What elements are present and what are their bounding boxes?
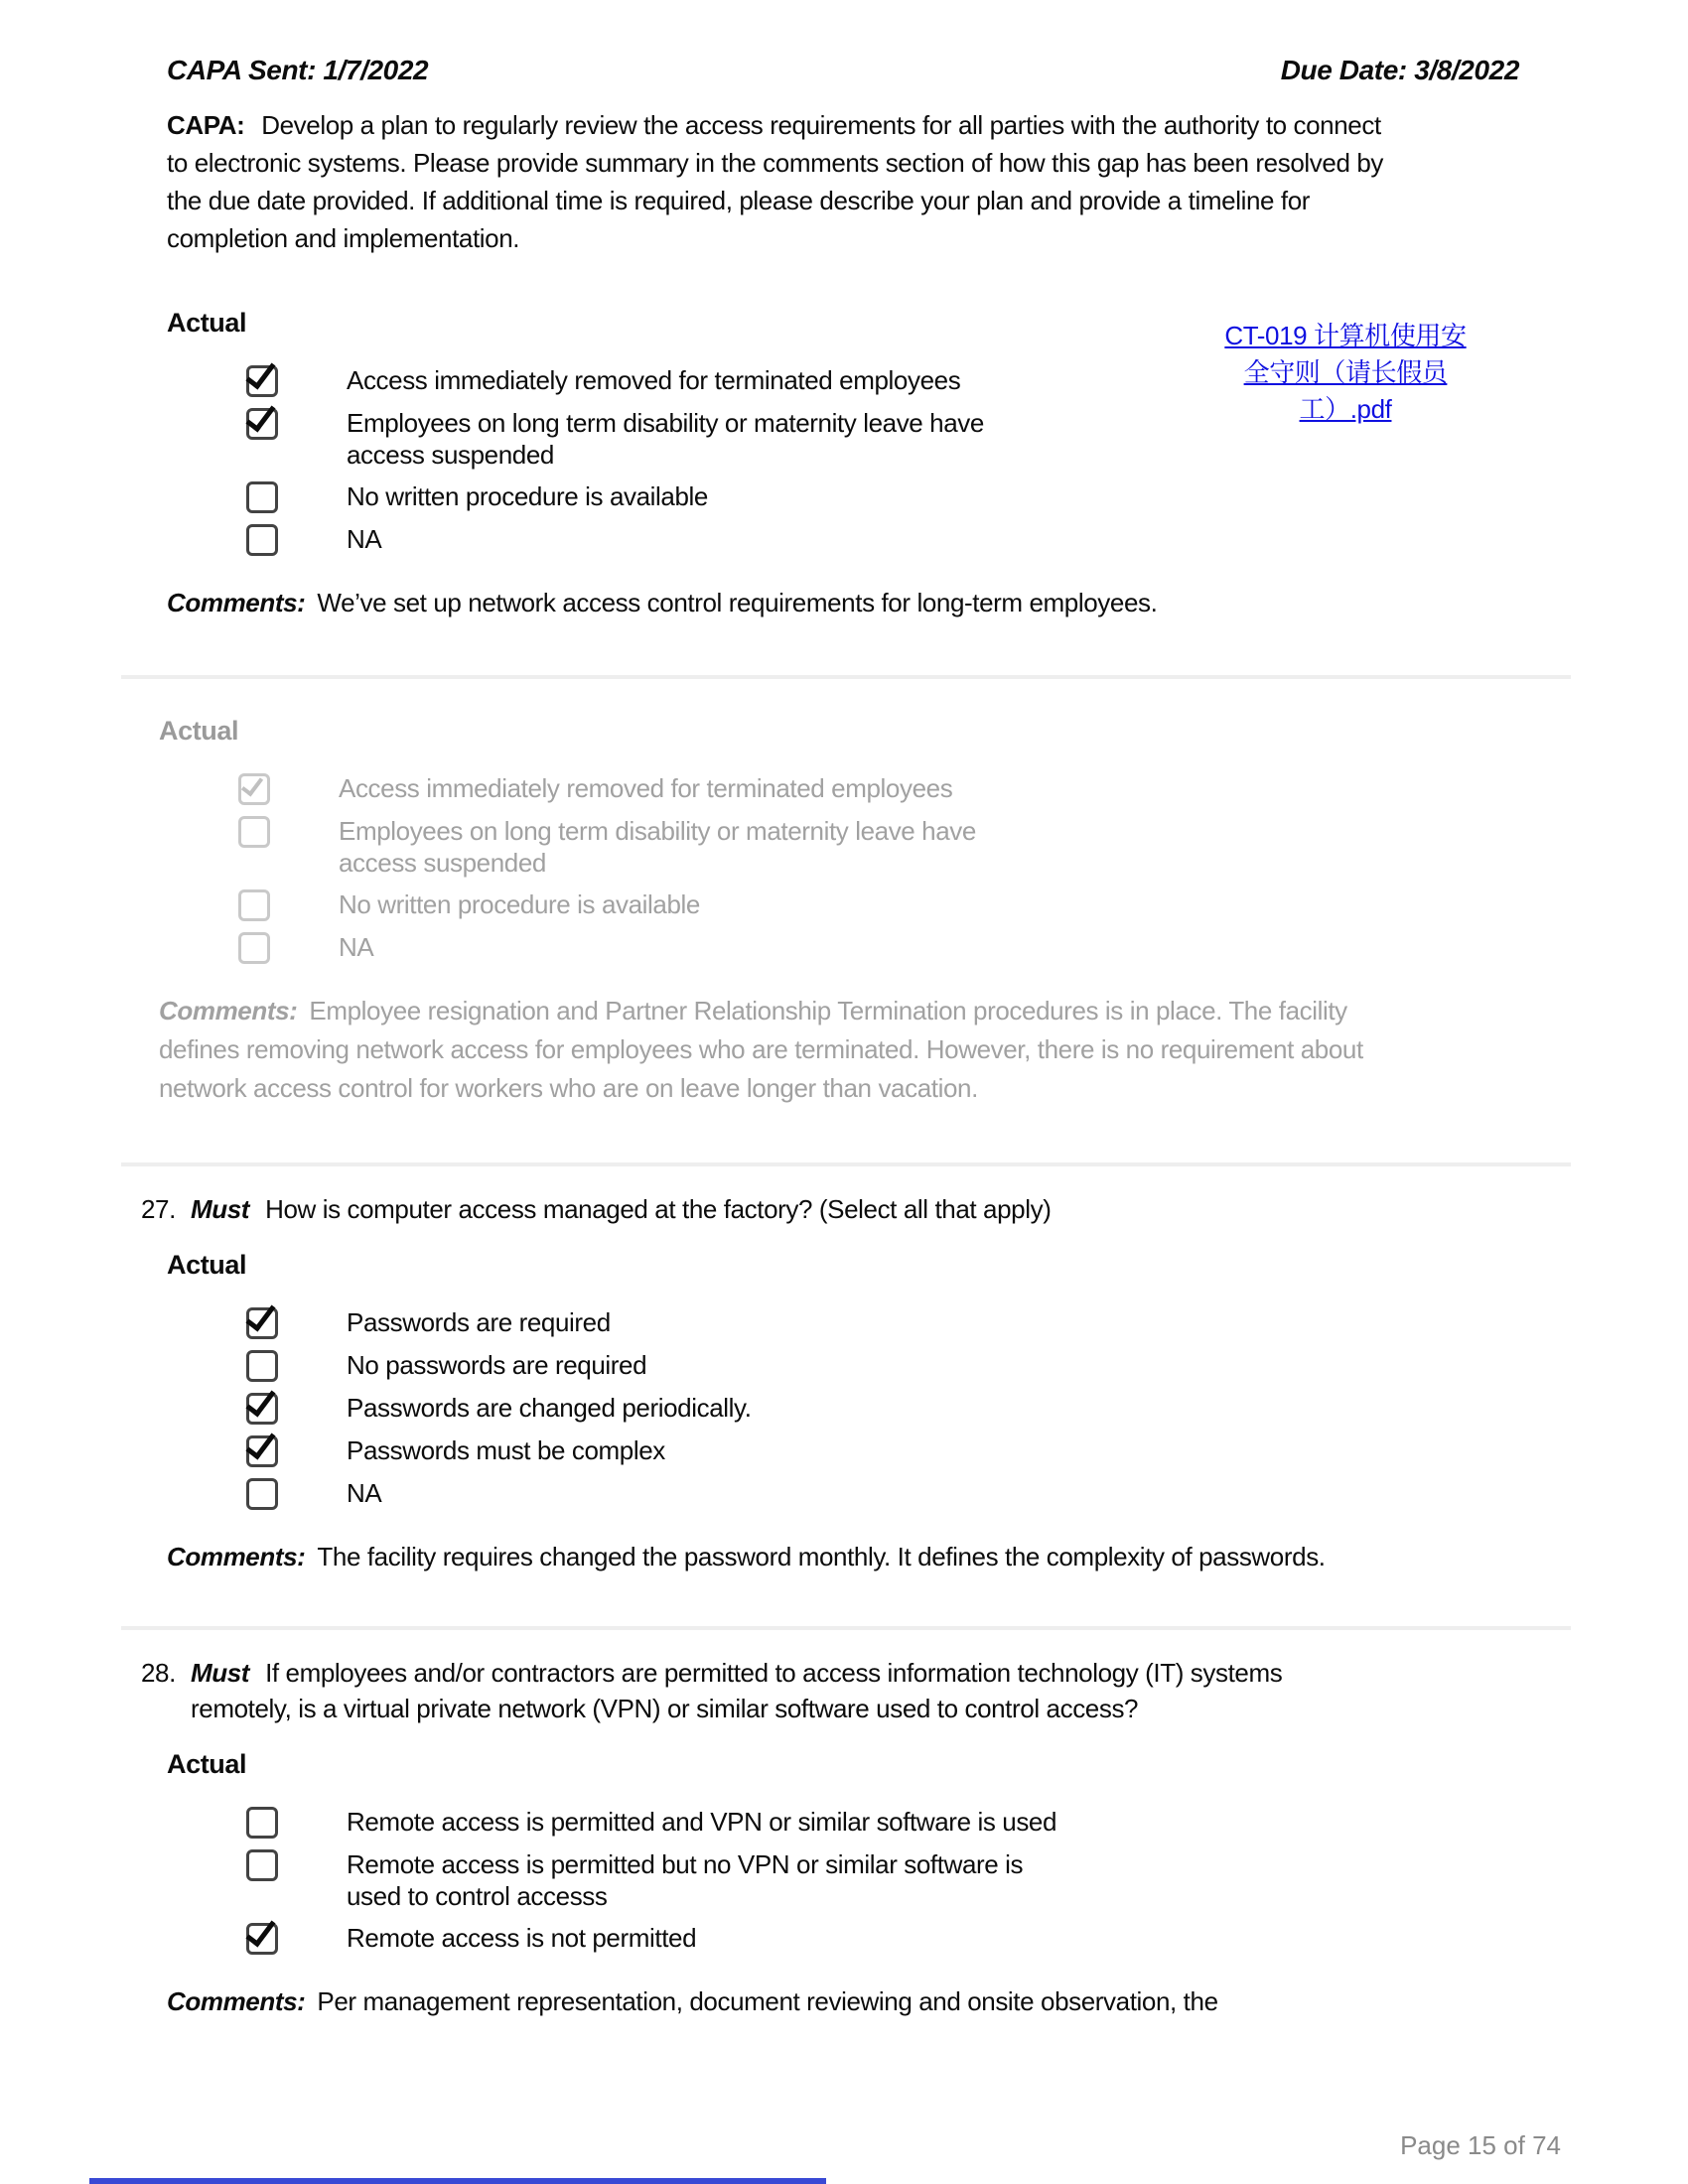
checkbox[interactable] [246, 524, 278, 556]
capa-label: CAPA: [167, 110, 245, 140]
checkbox-group [167, 1806, 1519, 1955]
checkbox-option[interactable] [246, 1392, 1519, 1425]
checkbox-option[interactable] [246, 1306, 1519, 1339]
comments-block [167, 584, 1428, 622]
actual-heading: Actual [167, 1749, 247, 1779]
section-divider [121, 1626, 1571, 1630]
header-row [167, 55, 1519, 86]
question-text: How is computer access managed at the factory? (Select all that apply) [265, 1194, 1052, 1224]
checkbox-label: Passwords are required [347, 1307, 611, 1337]
question-text: If employees and/or contractors are permitted to access information technology (IT) systems remotely, is a virtual private network (VPN) or similar software used to control access? [191, 1658, 1283, 1723]
checkbox-label: Remote access is permitted but no VPN or similar software is used to control accesss [347, 1849, 1024, 1911]
checkbox[interactable] [246, 481, 278, 513]
checkbox-label: Access immediately removed for terminated employees [347, 365, 961, 395]
comments-text: Per management representation, document reviewing and onsite observation, the [317, 1986, 1218, 2016]
comments-label: Comments: [167, 1542, 306, 1571]
checkbox-label: NA [347, 524, 382, 554]
checkbox[interactable] [246, 1350, 278, 1382]
capa-description-text: Develop a plan to regularly review the access requirements for all parties with the authority to connect to electronic systems. Please provide summary in the comments section of how this gap has been resolved by the due date provided. If additional time is required, please describe your plan and provide a timeline for completion and implementation. [167, 110, 1383, 253]
checkbox[interactable] [246, 1478, 278, 1510]
checkbox-label: Passwords must be complex [347, 1435, 665, 1465]
comments-text: Employee resignation and Partner Relationship Termination procedures is in place. The facility defines removing network access for employees who are terminated. However, there is no requirement about network access control for workers who are on leave longer than vacation. [159, 996, 1363, 1103]
attachment-link[interactable]: CT-019 计算机使用安全守则（请长假员工）.pdf [1224, 321, 1467, 424]
question-text-block [191, 1191, 1051, 1227]
question-27-section [141, 1191, 1519, 1576]
checkbox-label: Employees on long term disability or maternity leave have access suspended [347, 408, 984, 470]
section-divider [121, 1162, 1571, 1166]
checkbox[interactable] [246, 1435, 278, 1467]
checkbox[interactable] [246, 1307, 278, 1339]
checkbox-option[interactable] [246, 1349, 1519, 1382]
comments-block [167, 1982, 1428, 2021]
comments-label: Comments: [159, 996, 298, 1025]
actual-heading: Actual [167, 1250, 247, 1280]
checkbox-option[interactable] [246, 480, 1519, 513]
checkbox[interactable] [246, 1923, 278, 1955]
comments-block [159, 992, 1420, 1108]
page-number: Page 15 of 74 [1400, 2130, 1561, 2160]
comments-label: Comments: [167, 1986, 306, 2016]
actual-heading: Actual [159, 716, 239, 746]
comments-block [167, 1538, 1428, 1576]
checkbox[interactable] [246, 408, 278, 440]
checkbox-option [238, 815, 1519, 879]
checkbox-label: Remote access is not permitted [347, 1923, 697, 1953]
checkbox-option [238, 931, 1519, 964]
checkbox-option [238, 772, 1519, 805]
checkbox-label: No written procedure is available [339, 889, 700, 919]
question-line [141, 1655, 1519, 1726]
due-date: Due Date: 3/8/2022 [1280, 55, 1519, 85]
checkbox-option[interactable] [246, 1806, 1519, 1839]
actual-heading: Actual [167, 308, 247, 338]
checkbox [238, 889, 270, 921]
checkbox[interactable] [246, 1807, 278, 1839]
checkbox-label: Remote access is permitted and VPN or similar software is used [347, 1807, 1057, 1837]
checkbox-option[interactable] [246, 1477, 1519, 1510]
comments-text: The facility requires changed the password monthly. It defines the complexity of passwords. [317, 1542, 1326, 1571]
checkbox-label: Access immediately removed for terminated employees [339, 773, 953, 803]
comments-label: Comments: [167, 588, 306, 617]
checkbox [238, 932, 270, 964]
checkbox-group [159, 772, 1519, 964]
must-label: Must [191, 1658, 250, 1688]
must-label: Must [191, 1194, 250, 1224]
question-number: 28. [141, 1658, 176, 1688]
checkbox [238, 773, 270, 805]
bottom-accent-bar [89, 2178, 826, 2184]
checkbox-label: No written procedure is available [347, 481, 708, 511]
checkbox-option[interactable] [246, 1434, 1519, 1467]
checkbox-label: NA [347, 1478, 382, 1508]
checkbox[interactable] [246, 365, 278, 397]
comments-text: We’ve set up network access control requirements for long-term employees. [317, 588, 1158, 617]
checkbox[interactable] [246, 1393, 278, 1425]
checkbox-option [238, 888, 1519, 921]
checkbox-label: No passwords are required [347, 1350, 647, 1380]
checkbox-option[interactable] [246, 1848, 1519, 1912]
checkbox[interactable] [246, 1849, 278, 1881]
section-divider [121, 675, 1571, 679]
capa-description [167, 106, 1393, 257]
question-text-block [191, 1655, 1342, 1726]
checkbox [238, 816, 270, 848]
checkbox-label: NA [339, 932, 374, 962]
checkbox-label: Passwords are changed periodically. [347, 1393, 752, 1423]
question-number: 27. [141, 1194, 176, 1224]
question-line [141, 1191, 1519, 1227]
question-28-section [141, 1655, 1519, 2021]
checkbox-option[interactable] [246, 1922, 1519, 1955]
checkbox-label: Employees on long term disability or maternity leave have access suspended [339, 816, 976, 878]
previous-response-section [159, 715, 1519, 1108]
checkbox-option[interactable] [246, 523, 1519, 556]
checkbox-group [167, 1306, 1519, 1510]
capa-sent-date: CAPA Sent: 1/7/2022 [167, 55, 429, 85]
